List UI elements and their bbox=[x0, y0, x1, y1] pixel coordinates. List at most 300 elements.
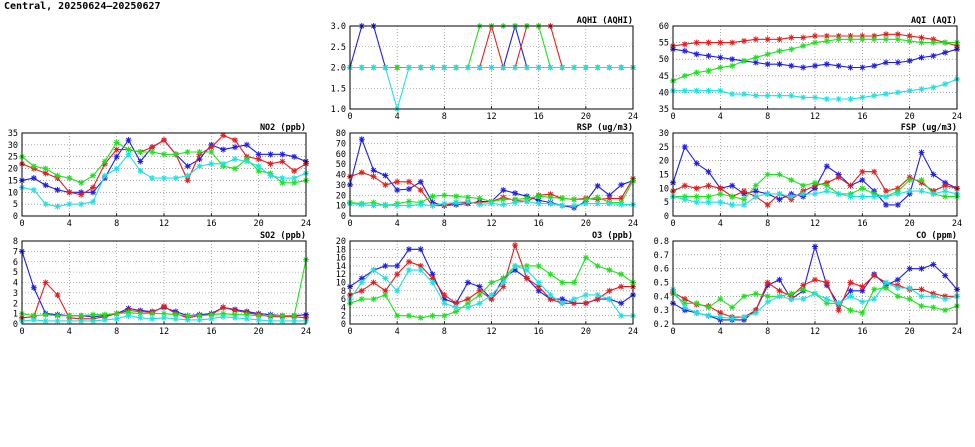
x-tick-label: 12 bbox=[486, 327, 497, 337]
y-tick-label: 3.0 bbox=[330, 22, 346, 32]
data-point-cyan bbox=[232, 156, 238, 162]
data-point-green bbox=[729, 304, 735, 310]
data-point-cyan bbox=[859, 94, 865, 100]
data-point-cyan bbox=[836, 191, 842, 197]
data-point-cyan bbox=[394, 288, 400, 294]
data-point-cyan bbox=[465, 198, 471, 204]
x-tick-label: 12 bbox=[809, 327, 821, 337]
data-point-cyan bbox=[788, 194, 794, 200]
x-tick-label: 24 bbox=[627, 112, 639, 122]
y-tick-label: 10 bbox=[658, 184, 669, 195]
x-tick-label: 4 bbox=[394, 327, 400, 337]
x-tick-label: 16 bbox=[857, 327, 868, 337]
series-line-green bbox=[350, 258, 633, 318]
data-point-green bbox=[765, 293, 771, 299]
data-point-cyan bbox=[465, 304, 471, 310]
data-point-red bbox=[800, 35, 806, 41]
x-tick-label: 8 bbox=[441, 219, 447, 229]
y-tick-label: 8 bbox=[12, 237, 18, 247]
data-point-blue bbox=[907, 58, 913, 64]
data-point-cyan bbox=[729, 91, 735, 97]
data-point-cyan bbox=[765, 191, 771, 197]
data-point-green bbox=[777, 172, 783, 178]
data-point-blue bbox=[883, 60, 889, 66]
data-point-green bbox=[741, 58, 747, 64]
data-point-cyan bbox=[477, 202, 483, 208]
data-point-red bbox=[371, 174, 377, 180]
data-point-cyan bbox=[848, 96, 854, 102]
data-point-red bbox=[256, 156, 262, 162]
data-point-blue bbox=[788, 63, 794, 69]
data-point-red bbox=[848, 280, 854, 286]
data-point-cyan bbox=[43, 318, 49, 324]
data-point-cyan bbox=[173, 316, 179, 322]
data-point-cyan bbox=[765, 93, 771, 99]
data-point-green bbox=[824, 38, 830, 44]
y-tick-label: 30 bbox=[7, 140, 18, 151]
x-tick-label: 4 bbox=[394, 112, 400, 122]
chart-title: CO (ppm) bbox=[916, 231, 957, 241]
data-point-green bbox=[595, 263, 601, 269]
data-point-green bbox=[547, 271, 553, 277]
data-point-red bbox=[753, 36, 759, 42]
data-point-red bbox=[418, 187, 424, 193]
data-point-red bbox=[524, 275, 530, 281]
data-point-blue bbox=[753, 188, 759, 194]
data-point-green bbox=[717, 65, 723, 71]
data-point-red bbox=[161, 303, 167, 309]
data-point-red bbox=[812, 277, 818, 283]
data-point-blue bbox=[220, 147, 226, 153]
data-point-red bbox=[382, 182, 388, 188]
data-point-green bbox=[149, 311, 155, 317]
data-point-green bbox=[66, 313, 72, 319]
data-point-green bbox=[606, 267, 612, 273]
data-point-cyan bbox=[418, 65, 424, 71]
data-point-cyan bbox=[359, 202, 365, 208]
y-tick-label: 25 bbox=[658, 142, 669, 153]
data-point-green bbox=[161, 151, 167, 157]
data-point-cyan bbox=[173, 175, 179, 181]
data-point-green bbox=[55, 173, 61, 179]
data-point-red bbox=[848, 183, 854, 189]
y-tick-label: 35 bbox=[658, 105, 669, 115]
data-point-blue bbox=[824, 163, 830, 169]
data-point-red bbox=[618, 284, 624, 290]
data-point-cyan bbox=[571, 65, 577, 71]
x-tick-label: 0 bbox=[670, 219, 676, 229]
data-point-cyan bbox=[706, 199, 712, 205]
data-point-green bbox=[418, 315, 424, 321]
data-point-cyan bbox=[208, 161, 214, 167]
data-point-cyan bbox=[371, 65, 377, 71]
y-tick-label: 12 bbox=[335, 270, 346, 281]
data-point-cyan bbox=[883, 194, 889, 200]
y-tick-label: 14 bbox=[335, 261, 346, 272]
data-point-cyan bbox=[477, 300, 483, 306]
data-point-cyan bbox=[595, 201, 601, 207]
data-point-green bbox=[706, 304, 712, 310]
data-point-blue bbox=[31, 285, 37, 291]
data-point-cyan bbox=[606, 296, 612, 302]
data-point-green bbox=[441, 313, 447, 319]
data-point-green bbox=[930, 304, 936, 310]
data-point-cyan bbox=[618, 65, 624, 71]
x-tick-label: 4 bbox=[717, 112, 723, 122]
data-point-blue bbox=[618, 182, 624, 188]
data-point-cyan bbox=[489, 292, 495, 298]
data-point-green bbox=[102, 312, 108, 318]
x-tick-label: 16 bbox=[857, 219, 868, 229]
data-point-cyan bbox=[682, 196, 688, 202]
x-tick-label: 20 bbox=[904, 112, 915, 122]
data-point-green bbox=[777, 48, 783, 54]
y-tick-label: 7 bbox=[12, 247, 18, 258]
data-point-cyan bbox=[500, 280, 506, 286]
data-point-red bbox=[268, 161, 274, 167]
data-point-blue bbox=[895, 60, 901, 66]
chart-rsp bbox=[336, 123, 638, 229]
data-point-cyan bbox=[583, 201, 589, 207]
y-tick-label: 2.5 bbox=[330, 42, 346, 53]
data-point-green bbox=[78, 180, 84, 186]
data-point-green bbox=[618, 271, 624, 277]
data-point-red bbox=[836, 307, 842, 313]
data-point-red bbox=[777, 288, 783, 294]
chart-title: FSP (ug/m3) bbox=[900, 123, 957, 133]
data-point-red bbox=[729, 40, 735, 46]
series-line-red bbox=[22, 135, 306, 194]
chart-title: NO2 (ppb) bbox=[259, 123, 306, 133]
y-tick-label: 20 bbox=[658, 156, 669, 167]
data-point-green bbox=[430, 193, 436, 199]
data-point-cyan bbox=[571, 203, 577, 209]
data-point-cyan bbox=[871, 194, 877, 200]
data-point-green bbox=[43, 166, 49, 172]
data-point-cyan bbox=[907, 188, 913, 194]
data-point-cyan bbox=[512, 263, 518, 269]
data-point-cyan bbox=[137, 168, 143, 174]
data-point-blue bbox=[765, 61, 771, 67]
x-tick-label: 0 bbox=[19, 219, 25, 229]
data-point-green bbox=[394, 313, 400, 319]
data-point-cyan bbox=[836, 96, 842, 102]
data-point-red bbox=[706, 40, 712, 46]
data-point-cyan bbox=[571, 296, 577, 302]
data-point-green bbox=[800, 286, 806, 292]
data-point-cyan bbox=[406, 65, 412, 71]
y-tick-label: 50 bbox=[658, 55, 669, 66]
data-point-cyan bbox=[583, 292, 589, 298]
data-point-blue bbox=[919, 266, 925, 272]
data-point-blue bbox=[406, 246, 412, 252]
data-point-blue bbox=[859, 65, 865, 71]
data-point-green bbox=[90, 312, 96, 318]
data-point-green bbox=[359, 296, 365, 302]
data-point-cyan bbox=[453, 304, 459, 310]
y-tick-label: 10 bbox=[7, 188, 18, 199]
data-point-green bbox=[137, 149, 143, 155]
data-point-red bbox=[812, 33, 818, 39]
data-point-green bbox=[717, 191, 723, 197]
x-tick-label: 20 bbox=[253, 219, 264, 229]
data-point-cyan bbox=[907, 285, 913, 291]
data-point-cyan bbox=[859, 194, 865, 200]
data-point-green bbox=[453, 193, 459, 199]
x-tick-label: 20 bbox=[580, 112, 591, 122]
data-point-blue bbox=[406, 186, 412, 192]
y-tick-label: 20 bbox=[335, 191, 346, 202]
y-tick-label: 20 bbox=[335, 237, 346, 247]
data-point-cyan bbox=[859, 299, 865, 305]
y-tick-label: 25 bbox=[7, 152, 18, 163]
data-point-blue bbox=[812, 244, 818, 250]
data-point-green bbox=[930, 40, 936, 46]
data-point-blue bbox=[871, 63, 877, 69]
data-point-cyan bbox=[682, 304, 688, 310]
data-point-cyan bbox=[382, 65, 388, 71]
data-point-green bbox=[232, 166, 238, 172]
x-tick-label: 24 bbox=[300, 219, 312, 229]
data-point-green bbox=[477, 292, 483, 298]
data-point-cyan bbox=[717, 314, 723, 320]
data-point-green bbox=[907, 38, 913, 44]
data-point-cyan bbox=[149, 175, 155, 181]
x-tick-label: 0 bbox=[670, 327, 676, 337]
data-point-cyan bbox=[90, 318, 96, 324]
y-tick-label: 16 bbox=[335, 253, 346, 264]
data-point-green bbox=[741, 196, 747, 202]
data-point-cyan bbox=[126, 151, 132, 157]
data-point-green bbox=[729, 194, 735, 200]
data-point-cyan bbox=[500, 65, 506, 71]
data-point-cyan bbox=[524, 198, 530, 204]
data-point-green bbox=[788, 291, 794, 297]
y-tick-label: 35 bbox=[7, 129, 18, 139]
data-point-red bbox=[291, 168, 297, 174]
data-point-cyan bbox=[777, 93, 783, 99]
data-point-red bbox=[859, 169, 865, 175]
data-point-cyan bbox=[43, 201, 49, 207]
data-point-cyan bbox=[547, 292, 553, 298]
y-tick-label: 60 bbox=[658, 22, 669, 32]
data-point-blue bbox=[291, 154, 297, 160]
x-tick-label: 24 bbox=[951, 219, 963, 229]
data-point-blue bbox=[382, 263, 388, 269]
y-tick-label: 0.5 bbox=[653, 278, 669, 289]
data-point-cyan bbox=[524, 65, 530, 71]
data-point-cyan bbox=[244, 158, 250, 164]
data-point-cyan bbox=[848, 293, 854, 299]
y-tick-label: 30 bbox=[335, 180, 346, 191]
x-tick-label: 8 bbox=[114, 327, 120, 337]
data-point-cyan bbox=[559, 300, 565, 306]
x-tick-label: 12 bbox=[486, 219, 497, 229]
data-point-red bbox=[606, 288, 612, 294]
data-point-green bbox=[694, 300, 700, 306]
data-point-green bbox=[43, 312, 49, 318]
data-point-cyan bbox=[800, 94, 806, 100]
data-point-cyan bbox=[382, 275, 388, 281]
data-point-red bbox=[232, 137, 238, 143]
data-point-cyan bbox=[765, 299, 771, 305]
data-point-green bbox=[871, 286, 877, 292]
data-point-red bbox=[706, 183, 712, 189]
data-point-green bbox=[883, 36, 889, 42]
data-point-blue bbox=[859, 177, 865, 183]
data-point-blue bbox=[682, 48, 688, 54]
data-point-red bbox=[717, 185, 723, 191]
x-tick-label: 4 bbox=[394, 219, 400, 229]
data-point-green bbox=[706, 194, 712, 200]
y-tick-label: 30 bbox=[658, 129, 669, 139]
data-point-cyan bbox=[256, 163, 262, 169]
data-point-cyan bbox=[895, 191, 901, 197]
data-point-red bbox=[220, 304, 226, 310]
data-point-red bbox=[394, 179, 400, 185]
data-point-red bbox=[871, 169, 877, 175]
data-point-blue bbox=[512, 190, 518, 196]
data-point-cyan bbox=[812, 291, 818, 297]
data-point-green bbox=[706, 68, 712, 74]
x-tick-label: 12 bbox=[809, 219, 821, 229]
data-point-green bbox=[571, 196, 577, 202]
data-point-cyan bbox=[161, 315, 167, 321]
data-point-green bbox=[547, 194, 553, 200]
data-point-cyan bbox=[220, 314, 226, 320]
x-tick-label: 8 bbox=[441, 112, 447, 122]
data-point-blue bbox=[824, 61, 830, 67]
x-tick-label: 0 bbox=[670, 112, 676, 122]
data-point-red bbox=[394, 271, 400, 277]
data-point-red bbox=[441, 292, 447, 298]
data-point-cyan bbox=[371, 267, 377, 273]
data-point-blue bbox=[930, 262, 936, 268]
data-point-cyan bbox=[836, 300, 842, 306]
data-point-cyan bbox=[694, 310, 700, 316]
data-point-blue bbox=[907, 266, 913, 272]
x-tick-label: 0 bbox=[347, 112, 353, 122]
x-tick-label: 12 bbox=[486, 112, 497, 122]
data-point-cyan bbox=[583, 65, 589, 71]
y-tick-label: 5 bbox=[12, 200, 18, 211]
x-tick-label: 24 bbox=[627, 327, 639, 337]
data-point-cyan bbox=[824, 296, 830, 302]
y-tick-label: 55 bbox=[658, 38, 669, 49]
data-point-cyan bbox=[717, 88, 723, 94]
data-point-blue bbox=[43, 182, 49, 188]
data-point-red bbox=[78, 192, 84, 198]
data-point-cyan bbox=[102, 173, 108, 179]
data-point-green bbox=[500, 196, 506, 202]
data-point-cyan bbox=[753, 93, 759, 99]
data-point-cyan bbox=[430, 65, 436, 71]
y-tick-label: 8 bbox=[340, 286, 346, 297]
data-point-cyan bbox=[477, 65, 483, 71]
data-point-green bbox=[489, 280, 495, 286]
data-point-blue bbox=[930, 53, 936, 59]
data-point-blue bbox=[942, 273, 948, 279]
data-point-cyan bbox=[895, 285, 901, 291]
data-point-cyan bbox=[919, 188, 925, 194]
data-point-green bbox=[441, 192, 447, 198]
data-point-blue bbox=[382, 173, 388, 179]
data-point-cyan bbox=[547, 201, 553, 207]
data-point-cyan bbox=[244, 316, 250, 322]
chart-title: RSP (ug/m3) bbox=[576, 123, 633, 133]
data-point-blue bbox=[618, 300, 624, 306]
data-point-green bbox=[812, 180, 818, 186]
y-tick-label: 5 bbox=[663, 198, 669, 209]
y-tick-label: 40 bbox=[335, 170, 346, 181]
data-point-green bbox=[859, 36, 865, 42]
x-tick-label: 24 bbox=[951, 327, 963, 337]
data-point-cyan bbox=[871, 93, 877, 99]
data-point-cyan bbox=[55, 204, 61, 210]
data-point-green bbox=[895, 293, 901, 299]
data-point-cyan bbox=[883, 91, 889, 97]
data-point-cyan bbox=[268, 173, 274, 179]
data-point-cyan bbox=[453, 65, 459, 71]
y-tick-label: 15 bbox=[658, 170, 669, 181]
x-tick-label: 20 bbox=[253, 327, 264, 337]
data-point-cyan bbox=[871, 296, 877, 302]
data-point-blue bbox=[244, 142, 250, 148]
data-point-green bbox=[919, 177, 925, 183]
data-point-cyan bbox=[78, 318, 84, 324]
data-point-green bbox=[694, 194, 700, 200]
data-point-green bbox=[406, 313, 412, 319]
data-point-green bbox=[536, 263, 542, 269]
data-point-cyan bbox=[895, 89, 901, 95]
data-point-blue bbox=[942, 50, 948, 56]
data-point-cyan bbox=[441, 65, 447, 71]
x-tick-label: 0 bbox=[19, 327, 25, 337]
data-point-cyan bbox=[524, 267, 530, 273]
data-point-green bbox=[268, 313, 274, 319]
data-point-green bbox=[430, 313, 436, 319]
data-point-cyan bbox=[220, 161, 226, 167]
data-point-cyan bbox=[595, 292, 601, 298]
data-point-cyan bbox=[942, 296, 948, 302]
data-point-blue bbox=[848, 65, 854, 71]
data-point-cyan bbox=[418, 267, 424, 273]
x-tick-label: 24 bbox=[627, 219, 639, 229]
data-point-cyan bbox=[824, 188, 830, 194]
data-point-green bbox=[197, 149, 203, 155]
x-tick-label: 4 bbox=[66, 327, 72, 337]
data-point-blue bbox=[883, 202, 889, 208]
data-point-green bbox=[907, 296, 913, 302]
data-point-cyan bbox=[741, 91, 747, 97]
y-tick-label: 3 bbox=[12, 288, 18, 299]
y-tick-label: 2 bbox=[12, 299, 18, 310]
data-point-green bbox=[753, 183, 759, 189]
data-point-cyan bbox=[930, 293, 936, 299]
data-point-cyan bbox=[382, 202, 388, 208]
data-point-blue bbox=[694, 51, 700, 57]
data-point-green bbox=[114, 311, 120, 317]
y-tick-label: 0 bbox=[12, 212, 18, 222]
data-point-cyan bbox=[848, 194, 854, 200]
data-point-blue bbox=[232, 144, 238, 150]
chart-o3 bbox=[336, 231, 638, 337]
data-point-cyan bbox=[430, 280, 436, 286]
data-point-red bbox=[871, 273, 877, 279]
data-point-green bbox=[741, 293, 747, 299]
data-point-blue bbox=[394, 263, 400, 269]
data-point-cyan bbox=[741, 202, 747, 208]
